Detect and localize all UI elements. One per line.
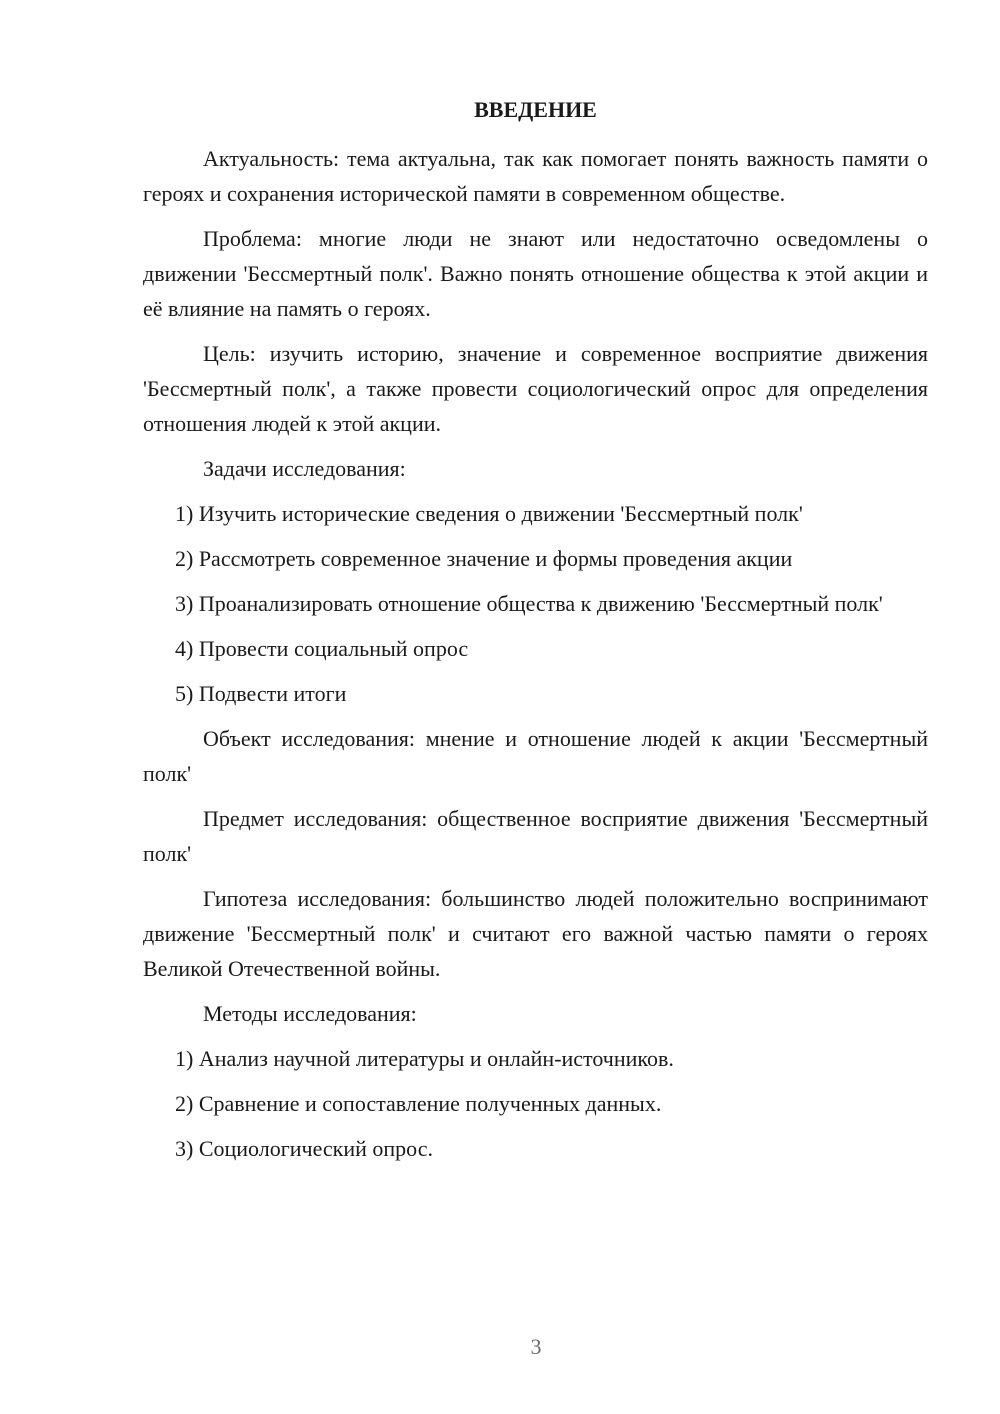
methods-title: Методы исследования:: [203, 1001, 417, 1026]
task-item: 5) Подвести итоги: [175, 681, 347, 706]
task-item: 2) Рассмотреть современное значение и формы проведения акции: [175, 546, 793, 571]
page-number: 3: [530, 1334, 542, 1359]
problem-paragraph: Проблема: многие люди не знают или недостаточно осведомлены о движении 'Бессмертный полк'. Важно понять отношение общества к этой акции и её влияние на память о героях.: [143, 226, 928, 321]
method-item: 2) Сравнение и сопоставление полученных данных.: [175, 1091, 662, 1116]
tasks-title: Задачи исследования:: [203, 456, 406, 481]
page-title: ВВЕДЕНИЕ: [474, 97, 597, 122]
task-item: 1) Изучить исторические сведения о движении 'Бессмертный полк': [175, 501, 803, 526]
method-item: 1) Анализ научной литературы и онлайн-источников.: [175, 1046, 674, 1071]
hypothesis-paragraph: Гипотеза исследования: большинство людей положительно воспринимают движение 'Бессмертный полк' и считают его важной частью памяти о героях Великой Отечественной войны.: [143, 886, 928, 981]
goal-paragraph: Цель: изучить историю, значение и современное восприятие движения 'Бессмертный полк', а также провести социологический опрос для определения отношения людей к этой акции.: [143, 341, 928, 436]
relevance-paragraph: Актуальность: тема актуальна, так как помогает понять важность памяти о героях и сохранения исторической памяти в современном обществе.: [143, 146, 928, 206]
task-item: 3) Проанализировать отношение общества к движению 'Бессмертный полк': [175, 591, 883, 616]
task-item: 4) Провести социальный опрос: [175, 636, 469, 661]
subject-paragraph: Предмет исследования: общественное восприятие движения 'Бессмертный полк': [143, 806, 928, 866]
method-item: 3) Социологический опрос.: [175, 1136, 433, 1161]
document-page: [143, 95, 928, 1176]
object-paragraph: Объект исследования: мнение и отношение людей к акции 'Бессмертный полк': [143, 726, 928, 786]
